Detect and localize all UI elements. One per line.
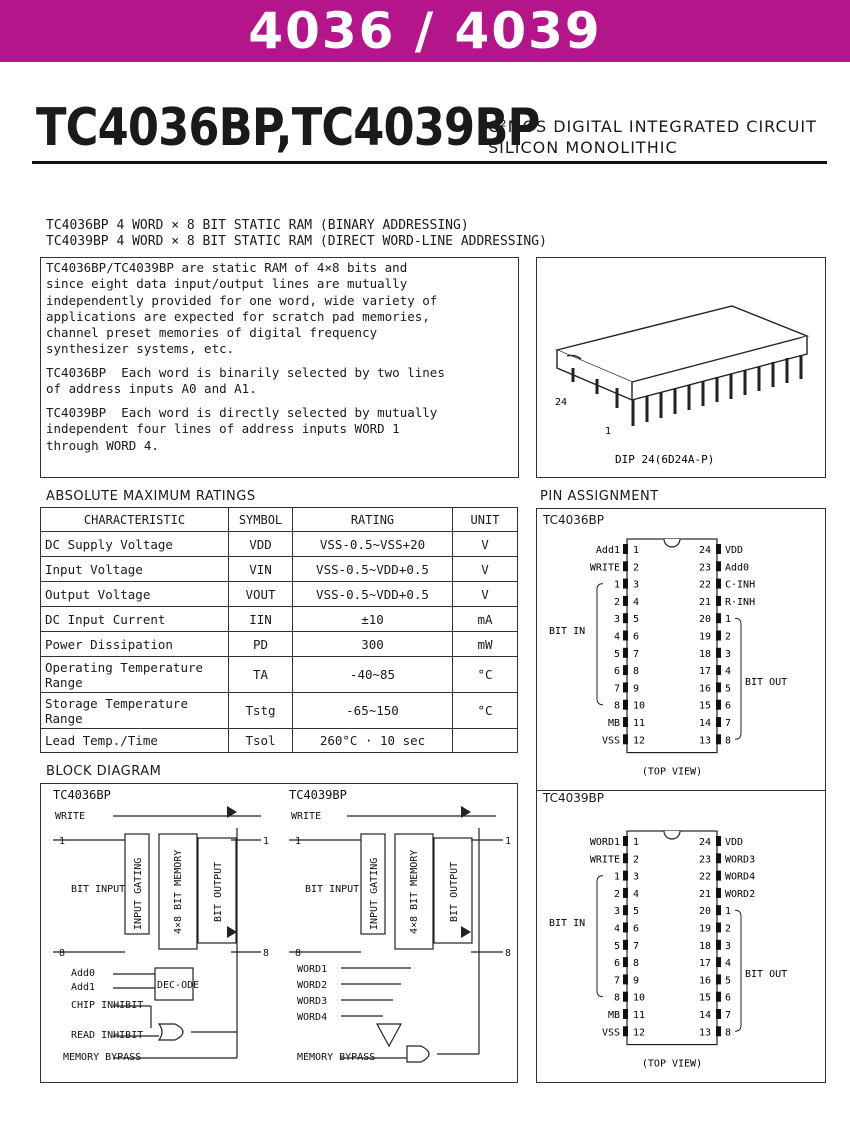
bd39-output-1-label: 1	[505, 836, 512, 847]
pin-right	[716, 682, 721, 692]
block-diagram-title: BLOCK DIAGRAM	[46, 764, 162, 779]
bit-in-bracket	[597, 584, 603, 705]
pin-right	[716, 836, 721, 846]
pin-number-left: 10	[633, 992, 646, 1004]
pin-label-left: 6	[613, 958, 620, 970]
pin-left	[623, 1009, 628, 1019]
header-rule	[32, 161, 827, 164]
pin-label-left: 1	[613, 871, 620, 883]
pin-number-right: 15	[698, 992, 711, 1004]
bit-out-label: BIT OUT	[745, 968, 788, 980]
ratings-header-unit: UNIT	[453, 508, 518, 532]
pin-number-left: 1	[633, 545, 640, 556]
pin-label-right: 1	[725, 906, 732, 918]
bd39-bit-output-label: BIT OUTPUT	[449, 861, 460, 922]
pin-number-left: 12	[633, 735, 646, 747]
pin-right	[716, 853, 721, 863]
pin-label-left: 5	[613, 648, 620, 660]
bit-in-label: BIT IN	[549, 918, 586, 930]
pin-label-left: 7	[613, 975, 620, 987]
pin-label-right: VDD	[725, 837, 744, 848]
pin-number-right: 23	[698, 562, 711, 574]
cell-characteristic: Lead Temp./Time	[41, 729, 229, 753]
table-row	[41, 693, 518, 729]
banner-title: 4036 / 4039	[248, 2, 602, 60]
cell-unit: mW	[453, 632, 518, 657]
pin-number-right: 24	[698, 545, 711, 556]
bd36-decode-label: DEC-ODE	[157, 980, 200, 991]
pin-number-left: 3	[633, 871, 640, 883]
pin-label-right: VDD	[725, 545, 744, 556]
cell-symbol: IIN	[229, 607, 293, 632]
pin-right	[716, 1026, 721, 1036]
pin-left	[623, 631, 628, 641]
pin-number-right: 19	[698, 923, 711, 935]
pin-label-left: MB	[607, 718, 620, 729]
cell-unit: V	[453, 582, 518, 607]
pin-right	[716, 717, 721, 727]
cell-characteristic: Storage Temperature Range	[41, 693, 229, 729]
bd36-output-1-label: 1	[263, 836, 270, 847]
overview-box	[40, 257, 519, 478]
cell-rating: VSS-0.5~VDD+0.5	[293, 557, 453, 582]
cell-rating: 260°C · 10 sec	[293, 729, 453, 753]
pin-right	[716, 579, 721, 589]
pin-number-right: 21	[698, 888, 711, 900]
pin-number-right: 19	[698, 631, 711, 643]
pin-label-right: WORD2	[725, 888, 756, 900]
bd36-bit-output-label: BIT OUTPUT	[213, 861, 224, 922]
pin-number-left: 9	[633, 975, 640, 987]
pin-label-left: WRITE	[589, 854, 620, 866]
bd36-input-8-label: 8	[59, 948, 66, 959]
pin-label-left: Add1	[595, 545, 620, 556]
pin-left	[623, 665, 628, 675]
pin-label-right: 5	[725, 975, 732, 987]
cell-characteristic: DC Supply Voltage	[41, 532, 229, 557]
cell-symbol: Tsol	[229, 729, 293, 753]
pin-right	[716, 665, 721, 675]
pin-left	[623, 888, 628, 898]
pin-number-left: 8	[633, 958, 640, 970]
pin-label-right: 5	[725, 683, 732, 695]
pin-number-right: 16	[698, 975, 711, 987]
pin-label-right: 4	[725, 666, 732, 678]
table-row	[41, 632, 518, 657]
bd-tc4036-name: TC4036BP	[53, 788, 111, 802]
table-row	[41, 557, 518, 582]
top-view-label: (TOP VIEW)	[641, 1058, 703, 1070]
pin-label-right: 8	[725, 1027, 732, 1039]
pin-right	[716, 734, 721, 744]
pin-number-left: 7	[633, 940, 640, 952]
cell-rating: -65~150	[293, 693, 453, 729]
pin-label-left: 3	[613, 906, 620, 918]
pin-label-left: WRITE	[589, 562, 620, 574]
pin-number-left: 5	[633, 614, 640, 626]
bd39-input-8-label: 8	[295, 948, 302, 959]
cell-characteristic: Output Voltage	[41, 582, 229, 607]
pin-right	[716, 940, 721, 950]
bd36-add0-label: Add0	[71, 968, 96, 979]
cell-rating: ±10	[293, 607, 453, 632]
pin-right	[716, 613, 721, 623]
pin-right	[716, 631, 721, 641]
pin-number-right: 23	[698, 854, 711, 866]
pin-left	[623, 717, 628, 727]
subtitle-line-2: SILICON MONOLITHIC	[488, 138, 678, 157]
pin-label-right: 4	[725, 958, 732, 970]
bd36-memory-bypass-label: MEMORY BYPASS	[63, 1052, 142, 1063]
pin-number-left: 4	[633, 596, 640, 608]
pin-left	[623, 734, 628, 744]
pin-left	[623, 579, 628, 589]
pin-left	[623, 561, 628, 571]
cell-rating: -40~85	[293, 657, 453, 693]
pin-label-left: 1	[613, 579, 620, 591]
pin-number-right: 18	[698, 648, 711, 660]
pin-number-left: 5	[633, 906, 640, 918]
cell-characteristic: Power Dissipation	[41, 632, 229, 657]
bd36-memory-label: 4×8 BIT MEMORY	[173, 849, 184, 934]
pin-number-left: 7	[633, 648, 640, 660]
pin-number-left: 9	[633, 683, 640, 695]
pin-left	[623, 853, 628, 863]
bit-in-bracket	[597, 876, 603, 997]
pin-label-right: WORD3	[725, 854, 756, 866]
overview-paragraph-3: TC4039BP Each word is directly selected by mutually independent four lines of address inputs WORD 1 through WORD 4.	[46, 405, 438, 453]
pin-number-right: 22	[698, 871, 711, 883]
pin-left	[623, 596, 628, 606]
pin-label-left: 4	[613, 631, 620, 643]
cell-symbol: TA	[229, 657, 293, 693]
pin-chip-name-tc4036: TC4036BP	[543, 513, 605, 527]
pin-number-left: 4	[633, 888, 640, 900]
pin-right	[716, 1009, 721, 1019]
pin-number-right: 15	[698, 700, 711, 712]
top-view-label: (TOP VIEW)	[641, 766, 703, 778]
package-pin-24-label: 24	[555, 397, 568, 408]
pin-right	[716, 596, 721, 606]
pin-label-right: R·INH	[725, 596, 756, 608]
package-caption: DIP 24(6D24A-P)	[615, 453, 715, 466]
bd36-chip-inhibit-label: CHIP INHIBIT	[71, 1000, 144, 1011]
pin-assignment-title: PIN ASSIGNMENT	[540, 489, 659, 504]
pin-label-right: 6	[725, 700, 732, 712]
cell-rating: 300	[293, 632, 453, 657]
bd36-bit-input-label: BIT INPUT	[71, 884, 126, 895]
ratings-header-symbol: SYMBOL	[229, 508, 293, 532]
pin-number-left: 11	[633, 1010, 646, 1021]
pin-right	[716, 923, 721, 933]
bd39-input-gating-label: INPUT GATING	[369, 857, 380, 930]
bd39-word2-label: WORD2	[297, 980, 328, 991]
subtitle-line-1: C²MOS DIGITAL INTEGRATED CIRCUIT	[488, 117, 817, 136]
pin-label-right: 2	[725, 631, 732, 643]
cell-unit: °C	[453, 657, 518, 693]
cell-rating: VSS-0.5~VDD+0.5	[293, 582, 453, 607]
pin-number-right: 22	[698, 579, 711, 591]
pin-label-left: MB	[607, 1010, 620, 1021]
pin-label-right: 7	[725, 718, 732, 729]
pin-right	[716, 561, 721, 571]
pin-assignment-box-tc4039	[536, 790, 826, 1083]
pin-label-left: 3	[613, 614, 620, 626]
cell-characteristic: DC Input Current	[41, 607, 229, 632]
pin-right	[716, 974, 721, 984]
cell-characteristic: Operating Temperature Range	[41, 657, 229, 693]
pin-left	[623, 544, 628, 554]
pin-right	[716, 888, 721, 898]
bd39-word1-label: WORD1	[297, 964, 328, 975]
pin-label-right: 3	[725, 648, 732, 660]
pin-number-left: 6	[633, 631, 640, 643]
pin-right	[716, 957, 721, 967]
overview-paragraph-1: TC4036BP/TC4039BP are static RAM of 4×8 bits and since eight data input/output lines are mutually independently provided for one word, wide variety of applications are expected for scratch pad memories, channel preset memories of digital frequency synthesizer systems, etc.	[46, 260, 438, 357]
pin-number-left: 2	[633, 562, 640, 574]
bd39-word3-label: WORD3	[297, 996, 328, 1007]
table-row	[41, 729, 518, 753]
part-numbers-heading: TC4036BP,TC4039BP	[36, 98, 540, 158]
pin-label-left: 5	[613, 940, 620, 952]
bd39-memory-bypass-label: MEMORY BYPASS	[297, 1052, 376, 1063]
ratings-title: ABSOLUTE MAXIMUM RATINGS	[46, 489, 256, 504]
cell-symbol: PD	[229, 632, 293, 657]
pin-label-left: 2	[613, 888, 620, 900]
pin-label-right: Add0	[725, 562, 750, 574]
ratings-header-characteristic: CHARACTERISTIC	[41, 508, 229, 532]
bit-out-bracket	[735, 618, 741, 739]
cell-symbol: Tstg	[229, 693, 293, 729]
pin-right	[716, 905, 721, 915]
pin-left	[623, 974, 628, 984]
pin-label-right: 8	[725, 735, 732, 747]
pin-number-left: 1	[633, 837, 640, 848]
pin-label-right: 3	[725, 940, 732, 952]
pin-left	[623, 905, 628, 915]
pin-assignment-box-tc4036	[536, 508, 826, 791]
pin-left	[623, 648, 628, 658]
pin-number-right: 14	[698, 1010, 711, 1021]
overview-paragraph-2: TC4036BP Each word is binarily selected by two lines of address inputs A0 and A1.	[46, 365, 445, 397]
block-diagram-drawing	[41, 784, 519, 1084]
pin-left	[623, 871, 628, 881]
pin-left	[623, 700, 628, 710]
description-line-1: TC4036BP 4 WORD × 8 BIT STATIC RAM (BINARY ADDRESSING)	[46, 218, 469, 233]
pin-number-left: 2	[633, 854, 640, 866]
cell-unit: °C	[453, 693, 518, 729]
pin-label-left: WORD1	[589, 837, 620, 848]
pin-left	[623, 923, 628, 933]
bd36-output-8-label: 8	[263, 948, 270, 959]
pin-number-right: 20	[698, 906, 711, 918]
pinout-tc4036	[537, 509, 827, 792]
bit-in-label: BIT IN	[549, 626, 586, 638]
cell-unit	[453, 729, 518, 753]
pin-right	[716, 700, 721, 710]
bd36-write-label: WRITE	[55, 811, 86, 822]
pin-number-right: 17	[698, 958, 711, 970]
pin-label-left: 8	[613, 700, 620, 712]
bd39-bit-input-label: BIT INPUT	[305, 884, 360, 895]
pin-left	[623, 940, 628, 950]
description-line-2: TC4039BP 4 WORD × 8 BIT STATIC RAM (DIRECT WORD-LINE ADDRESSING)	[46, 234, 547, 249]
pin-right	[716, 544, 721, 554]
cell-unit: V	[453, 557, 518, 582]
pin-number-right: 24	[698, 837, 711, 848]
pin-label-left: 4	[613, 923, 620, 935]
pin-left	[623, 613, 628, 623]
pin-left	[623, 836, 628, 846]
pinout-tc4039	[537, 791, 827, 1084]
pin-number-left: 3	[633, 579, 640, 591]
bd39-word4-label: WORD4	[297, 1012, 328, 1023]
bd36-input-gating-label: INPUT GATING	[133, 857, 144, 930]
pin-number-left: 12	[633, 1027, 646, 1039]
pin-label-right: WORD4	[725, 871, 756, 883]
pin-label-left: 6	[613, 666, 620, 678]
pin-left	[623, 1026, 628, 1036]
pin-number-right: 14	[698, 718, 711, 729]
bd36-input-1-label: 1	[59, 836, 66, 847]
cell-rating: VSS-0.5~VSS+20	[293, 532, 453, 557]
pin-number-left: 10	[633, 700, 646, 712]
ratings-table	[40, 507, 518, 753]
pin-number-right: 18	[698, 940, 711, 952]
pin-number-left: 8	[633, 666, 640, 678]
pin-label-right: 6	[725, 992, 732, 1004]
cell-symbol: VDD	[229, 532, 293, 557]
pin-right	[716, 992, 721, 1002]
pin-right	[716, 648, 721, 658]
pin-number-right: 13	[698, 1027, 711, 1039]
pin-number-right: 20	[698, 614, 711, 626]
pin-label-right: 7	[725, 1010, 732, 1021]
table-row	[41, 657, 518, 693]
pin-label-right: 2	[725, 923, 732, 935]
pin-label-left: VSS	[601, 735, 620, 747]
cell-symbol: VIN	[229, 557, 293, 582]
package-pin-1-label: 1	[605, 426, 612, 437]
pin-number-right: 13	[698, 735, 711, 747]
pin-left	[623, 957, 628, 967]
ratings-header-rating: RATING	[293, 508, 453, 532]
pin-number-right: 17	[698, 666, 711, 678]
bd39-output-8-label: 8	[505, 948, 512, 959]
pin-left	[623, 992, 628, 1002]
bd39-write-label: WRITE	[291, 811, 322, 822]
bit-out-label: BIT OUT	[745, 676, 788, 688]
bd36-add1-label: Add1	[71, 982, 96, 993]
bd-tc4039-name: TC4039BP	[289, 788, 347, 802]
pin-label-right: 1	[725, 614, 732, 626]
bd39-input-1-label: 1	[295, 836, 302, 847]
bit-out-bracket	[735, 910, 741, 1031]
pin-label-left: 8	[613, 992, 620, 1004]
table-row	[41, 607, 518, 632]
pin-chip-name-tc4039: TC4039BP	[543, 791, 605, 805]
table-row	[41, 582, 518, 607]
pin-number-left: 11	[633, 718, 646, 729]
pin-label-left: VSS	[601, 1027, 620, 1039]
bd39-memory-label: 4×8 BIT MEMORY	[409, 849, 420, 934]
pin-label-left: 2	[613, 596, 620, 608]
pin-number-right: 21	[698, 596, 711, 608]
pin-number-left: 6	[633, 923, 640, 935]
block-diagram-box	[40, 783, 518, 1083]
pin-label-right: C·INH	[725, 579, 756, 591]
cell-symbol: VOUT	[229, 582, 293, 607]
cell-characteristic: Input Voltage	[41, 557, 229, 582]
package-box	[536, 257, 826, 478]
pin-label-left: 7	[613, 683, 620, 695]
cell-unit: V	[453, 532, 518, 557]
pin-right	[716, 871, 721, 881]
bd36-read-inhibit-label: READ INHIBIT	[71, 1030, 144, 1041]
dip-package-drawing	[537, 258, 827, 479]
table-row	[41, 532, 518, 557]
pin-left	[623, 682, 628, 692]
cell-unit: mA	[453, 607, 518, 632]
pin-number-right: 16	[698, 683, 711, 695]
